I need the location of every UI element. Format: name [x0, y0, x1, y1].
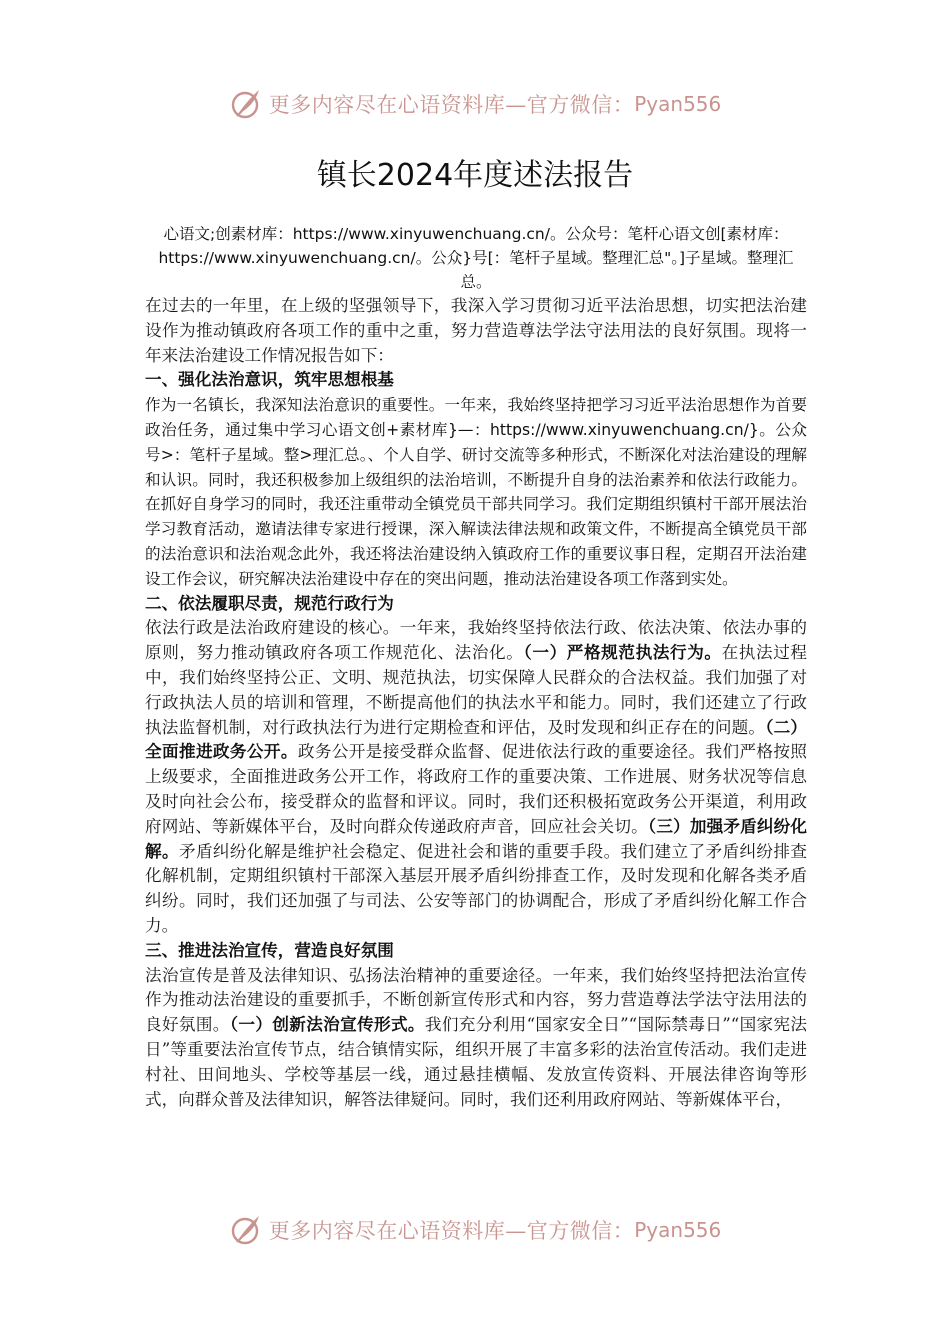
banner-text: 更多内容尽在心语资料库—官方微信： — [268, 1219, 635, 1243]
section2-intro: 依法行政是法治政府建设的核心。一年来，我始终坚持依法行政、依法决策、依法办事的原则，努力推动镇政府各项工作规范化、法治化。 — [145, 618, 807, 663]
source-note: 心语文;创素材库：https://www.xinyuwenchuang.cn/。公众号：笔杆心语文创[素材库：https://www.xinyuwenchuang.cn/。公众}号[：笔杆子星域。整理汇总"。]子星域。整理汇总。 — [158, 225, 794, 291]
header-watermark-banner — [0, 84, 950, 124]
section2-sub1-title: （一）严格规范执法行为。 — [523, 643, 722, 663]
section3-heading: 三、推进法治宣传，营造良好氛围 — [145, 940, 394, 960]
section3-sub1-body: 我们充分利用“国家安全日”“国际禁毒日”“国家宪法日”等重要法治宣传节点，结合镇情实际，组织开展了丰富多彩的法治宣传活动。我们走进村社、田间地头、学校等基层一线，通过悬挂横幅、发放宣传资料、开展法律咨询等形式，向群众普及法律知识，解答法律疑问。同时，我们还利用政府网站、等新媒体平台， — [145, 1015, 808, 1109]
section2-body — [145, 616, 807, 938]
quill-logo-icon — [229, 1213, 263, 1247]
section2-sub3-body: 矛盾纠纷化解是维护社会稳定、促进社会和谐的重要手段。我们建立了矛盾纠纷排查化解机制，定期组织镇村干部深入基层开展矛盾纠纷排查工作，及时发现和化解各类矛盾纠纷。同时，我们还加强了与司法、公安等部门的协调配合，形成了矛盾纠纷化解工作合力。 — [145, 841, 807, 935]
section3-body — [145, 964, 807, 1113]
section2-sub1-body: 在执法过程中，我们始终坚持公正、文明、规范执法，切实保障人民群众的合法权益。我们加强了对行政执法人员的培训和管理，不断提高他们的执法水平和能力。同时，我们还建立了行政执法监督机制，对行政执法行为进行定期检查和评估，及时发现和纠正存在的问题。 — [145, 643, 808, 737]
section1-heading: 一、强化法治意识，筑牢思想根基 — [145, 370, 394, 390]
banner-text: 更多内容尽在心语资料库—官方微信： — [268, 93, 635, 117]
section2-sub2-body: 政务公开是接受群众监督、促进依法行政的重要途径。我们严格按照上级要求，全面推进政务公开工作，将政府工作的重要决策、工作进展、财务状况等信息及时向社会公布，接受群众的监督和评议。同时，我们还积极拓宽政务公开渠道，利用政府网站、等新媒体平台，及时向群众传递政府声音，回应社会关切。 — [145, 742, 807, 836]
footer-watermark-banner — [0, 1210, 950, 1250]
section3-intro: 法治宣传是普及法律知识、弘扬法治精神的重要途径。一年来，我们始终坚持把法治宣传作为推动法治建设的重要抓手，不断创新宣传形式和内容，努力营造尊法学法守法用法的良好氛围。 — [145, 965, 807, 1035]
section2-sub3-title: （三）加强矛盾纠纷化解。 — [145, 816, 808, 861]
section1-body: 作为一名镇长，我深知法治意识的重要性。一年来，我始终坚持把学习习近平法治思想作为首要政治任务，通过集中学习心语文创+素材库}—：https://www.xinyuwenchuang.cn/}。公众号>：笔杆子星域。整>理汇总。、个人自学、研讨交流等多种形式，不断深化对法治建设的理解和认识。同时，我还积极参加上级组织的法治培训，不断提升自身的法治素养和依法行政能力。在抓好自身学习的同时，我还注重带动全镇党员干部共同学习。我们定期组织镇村干部开展法治学习教育活动，邀请法律专家进行授课，深入解读法律法规和政策文件，不断提高全镇党员干部的法治意识和法治观念此外，我还将法治建设纳入镇政府工作的重要议事日程，定期召开法治建设工作会议，研究解决法治建设中存在的突出问题，推动法治建设各项工作落到实处。 — [145, 396, 807, 588]
quill-logo-icon — [229, 87, 263, 121]
document-body — [145, 222, 807, 1112]
section3-sub1-title: （一）创新法治宣传形式。 — [229, 1015, 425, 1035]
page-title: 镇长2024年度述法报告 — [316, 158, 634, 193]
section2-sub2-title: （二）全面推进政务公开。 — [145, 717, 808, 762]
intro-paragraph: 在过去的一年里，在上级的坚强领导下，我深入学习贯彻习近平法治思想，切实把法治建设作为推动镇政府各项工作的重中之重，努力营造尊法学法守法用法的良好氛围。现将一年来法治建设工作情况报告如下： — [145, 296, 807, 365]
section2-heading: 二、依法履职尽责，规范行政行为 — [145, 593, 394, 613]
banner-wechat-id: Pyan556 — [634, 1218, 722, 1242]
banner-wechat-id: Pyan556 — [634, 92, 722, 116]
